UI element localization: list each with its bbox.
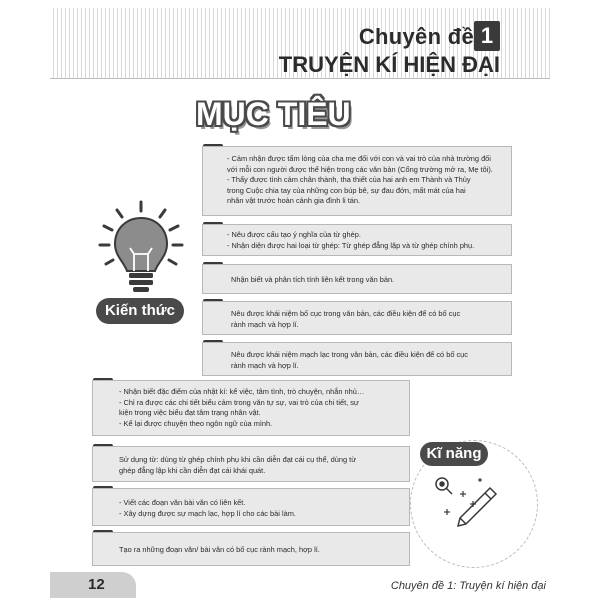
- skills-item: - Nhận biết đặc điểm của nhật kí: kể việc, tâm tình, trò chuyện, nhắn nhủ… - Chỉ ra được các chi tiết biểu cảm trong văn tự sự, vai trò của chi tiết, sự kiện trong việc biểu đạt tâm trạng nhân vật. - Kể lại được chuyện theo ngôn ngữ của mình.: [92, 380, 410, 436]
- chapter-number-badge: 1: [474, 21, 500, 51]
- knowledge-item: - Cảm nhận được tấm lòng của cha mẹ đối với con và vai trò của nhà trường đối với mỗi con người được thể hiện trong các văn bản (Cổng trường mở ra, Mẹ tôi). - Thấy được tình cảm chân thành, tha thiết của hai anh em Thành và Thủy trong Cuộc chia tay của những con búp bê, sự đau đớn, mất mát của hai nhân vật trước hoàn cảnh gia đình li tán.: [202, 146, 512, 216]
- skills-item: Sử dụng từ: dùng từ ghép chính phụ khi cần diễn đạt cái cụ thể, dùng từ ghép đẳng lập khi cần diễn đạt cái khái quát.: [92, 446, 410, 482]
- lightbulb-icon: [96, 200, 186, 300]
- knowledge-item: Nhận biết và phân tích tính liên kết trong văn bản.: [202, 264, 512, 294]
- pencil-icon: [430, 472, 500, 532]
- running-title: Chuyên đề 1: Truyện kí hiện đại: [390, 580, 546, 592]
- skills-item: Tạo ra những đoạn văn/ bài văn có bố cục rành mạch, hợp lí.: [92, 532, 410, 566]
- knowledge-item: Nêu được khái niệm bố cục trong văn bản, các điều kiện để có bố cục rành mạch và hợp lí.: [202, 301, 512, 335]
- skills-label: Kĩ năng: [420, 442, 488, 466]
- chapter-header: [50, 8, 550, 79]
- knowledge-item: - Nêu được cấu tạo ý nghĩa của từ ghép. - Nhận diện được hai loại từ ghép: Từ ghép đẳng lập và từ ghép chính phụ.: [202, 224, 512, 256]
- knowledge-label: Kiến thức: [96, 298, 184, 324]
- chapter-label: Chuyên đề: [358, 24, 474, 49]
- chapter-title: TRUYỆN KÍ HIỆN ĐẠI: [278, 52, 500, 77]
- page-number: 12: [88, 576, 105, 593]
- page-footer: [50, 572, 550, 598]
- goal-title: MỤC TIÊU: [196, 96, 351, 132]
- knowledge-item: Nêu được khái niệm mạch lạc trong văn bản, các điều kiện để có bố cục rành mạch và hợp lí.: [202, 342, 512, 376]
- skills-item: - Viết các đoạn văn bài văn có liên kết. - Xây dựng được sự mạch lạc, hợp lí cho các bài làm.: [92, 488, 410, 526]
